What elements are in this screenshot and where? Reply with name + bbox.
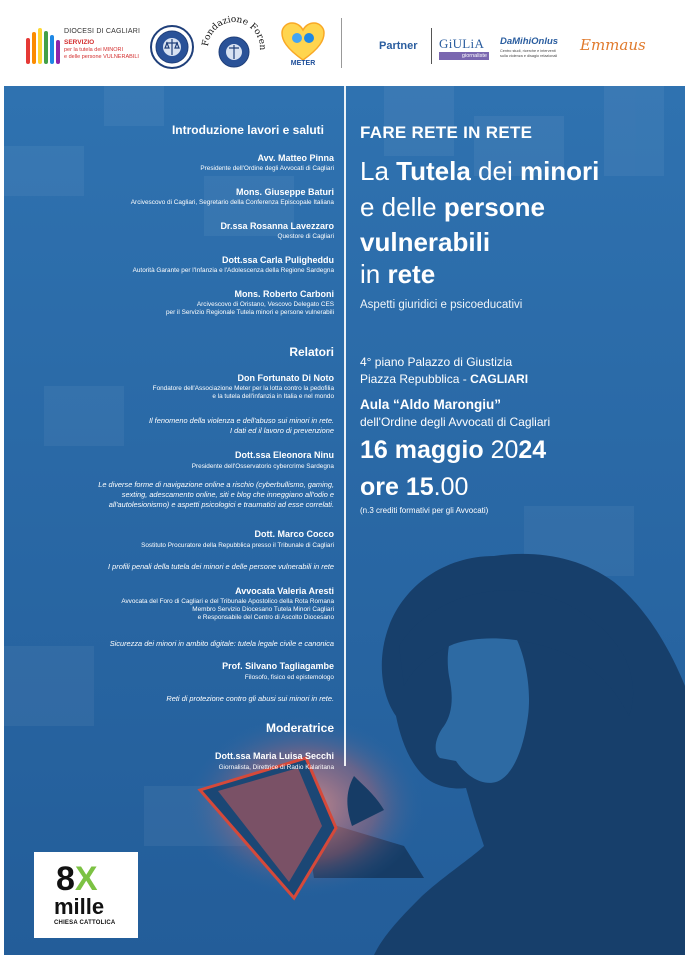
date-day-month: 16 maggio: [360, 436, 491, 464]
moderator-name: Dott.ssa Maria Luisa Secchi: [214, 751, 334, 761]
title-part-bold: vulnerabili: [360, 227, 491, 257]
otto-per-mille-logo: [34, 852, 138, 938]
date-year-end: 24: [518, 436, 547, 464]
otto-chiesa: CHIESA CATTOLICA: [54, 920, 116, 926]
title-part-bold: rete: [387, 259, 436, 289]
intro-role-5: Arcivescovo di Oristano, Vescovo Delegato CES per il Servizio Regionale Tutela minori e persone vulnerabili: [165, 301, 334, 317]
intro-role-3: Questore di Cagliari: [277, 233, 334, 240]
speaker-topic-1: Il fenomeno della violenza e dell'abuso sui minori in rete. I dati ed il lavoro di prevenzione: [148, 416, 334, 435]
venue-line-1: 4° piano Palazzo di Giustizia: [360, 355, 513, 369]
event-credits: (n.3 crediti formativi per gli Avvocati): [360, 506, 489, 515]
intro-name-1: Avv. Matteo Pinna: [257, 153, 334, 163]
giulia-logo: [439, 36, 491, 62]
emmaus-name: Emmaus: [580, 36, 646, 54]
moderator-section-title: Moderatrice: [265, 721, 334, 735]
diocesi-line1: DIOCESI DI CAGLIARI: [64, 28, 141, 35]
diocesi-line4: e delle persone VULNERABILI: [64, 54, 139, 60]
title-part: dei: [470, 156, 520, 186]
partner-label: Partner: [379, 40, 418, 52]
otto-eight: 8: [56, 860, 75, 898]
diocesi-line3: per la tutela dei MINORI: [64, 47, 123, 53]
speaker-name-1: Don Fortunato Di Noto: [237, 373, 334, 383]
title-part: e delle: [360, 192, 444, 222]
meter-heart-icon: [280, 22, 326, 62]
date-year-start: 20: [490, 436, 519, 464]
bar-association-seal: [150, 25, 194, 69]
otto-number: [56, 862, 98, 896]
seal-icon: [150, 25, 194, 69]
emmaus-logo: [580, 34, 650, 60]
event-panel: [4, 86, 685, 955]
partner-divider: [431, 28, 432, 64]
intro-role-1: Presidente dell'Ordine degli Avvocati di Cagliari: [200, 165, 334, 172]
otto-x: X: [74, 860, 98, 898]
time-minutes: .00: [433, 473, 469, 501]
venue-address: Piazza Repubblica -: [360, 372, 471, 386]
speakers-section-title: Relatori: [289, 345, 334, 359]
diocesi-line2: SERVIZIO: [64, 39, 95, 46]
meter-logo: [280, 22, 326, 72]
intro-name-4: Dott.ssa Carla Puligheddu: [221, 255, 334, 265]
event-title-line-3: [360, 227, 490, 257]
speaker-name-2: Dott.ssa Eleonora Ninu: [234, 450, 334, 460]
fondazione-forense-logo: [200, 14, 268, 78]
title-part-bold: minori: [519, 156, 600, 186]
venue-city: CAGLIARI: [470, 372, 529, 386]
event-title-line-2: [360, 192, 545, 222]
speaker-name-4: Avvocata Valeria Aresti: [235, 586, 334, 596]
time-label: ore: [360, 473, 406, 501]
aula-sub: dell'Ordine degli Avvocati di Cagliari: [360, 415, 551, 429]
fondazione-seal-icon: [200, 14, 268, 78]
diocesi-service-logo: [24, 26, 144, 68]
speaker-role-4: Avvocata del Foro di Cagliari e del Tribunale Apostolico della Rota Romana Membro Servizio Diocesano Tutela Minori Cagliari e Responsabile del Centro di Ascolto Diocesano: [121, 598, 334, 622]
svg-text:Fondazione Forense: Fondazione Foren: [200, 14, 268, 51]
title-part: in: [360, 259, 388, 289]
speaker-topic-4: Sicurezza dei minori in ambito digitale: tutela legale civile e canonica: [109, 639, 334, 648]
header-divider: [341, 18, 342, 68]
intro-name-5: Mons. Roberto Carboni: [234, 289, 334, 299]
speaker-role-5: Filosofo, fisico ed epistemologo: [244, 674, 334, 681]
header-bar: [0, 0, 685, 86]
damihi-name: DaMihiOnlus: [500, 36, 559, 47]
time-hour: 15: [405, 473, 434, 501]
intro-name-2: Mons. Giuseppe Baturi: [235, 187, 334, 197]
speaker-topic-2: Le diverse forme di navigazione online a rischio (cyberbullismo, gaming, sexting, adescamento online, siti e blog che inneggiano all'odio e all'autolesionismo) e aspetti psicologici e traumatici ad esse correlati.: [98, 480, 334, 509]
event-subtitle: Aspetti giuridici e psicoeducativi: [360, 299, 523, 311]
speaker-topic-5: Reti di protezione contro gli abusi sui minori in rete.: [166, 694, 334, 703]
damihi-logo: [500, 36, 564, 64]
otto-mille: mille: [54, 894, 105, 919]
venue-line-2: [360, 372, 528, 386]
event-title-line-1: [360, 156, 599, 186]
giulia-sub: giornaliste: [439, 52, 489, 60]
event-time: [360, 473, 468, 502]
event-kicker: FARE RETE IN RETE: [360, 123, 533, 142]
speaker-name-3: Dott. Marco Cocco: [254, 529, 334, 539]
intro-role-2: Arcivescovo di Cagliari, Segretario della Conferenza Episcopale Italiana: [130, 199, 334, 206]
speaker-topic-3: I profili penali della tutela dei minori e delle persone vulnerabili in rete: [108, 562, 334, 571]
aula-name: Aula “Aldo Marongiu”: [360, 397, 501, 412]
title-part-bold: Tutela: [396, 156, 471, 186]
speaker-role-3: Sostituto Procuratore della Repubblica presso il Tribunale di Cagliari: [141, 542, 334, 549]
speaker-name-5: Prof. Silvano Tagliagambe: [222, 661, 334, 671]
title-part-bold: persone: [443, 192, 545, 222]
hands-icon: [24, 26, 62, 66]
speaker-role-2: Presidente dell'Osservatorio cybercrime Sardegna: [191, 463, 334, 470]
column-divider: [344, 86, 346, 766]
meter-label: METER: [290, 60, 316, 67]
moderator-role: Giornalista, Direttrice di Radio Kalaritana: [218, 764, 334, 771]
event-date: [360, 436, 546, 465]
event-title-line-4: [360, 259, 435, 289]
intro-name-3: Dr.ssa Rosanna Lavezzaro: [220, 221, 334, 231]
intro-section-title: Introduzione lavori e saluti: [171, 123, 324, 137]
title-part: La: [360, 156, 397, 186]
speaker-role-1: Fondatore dell'Associazione Meter per la lotta contro la pedofilia e la tutela dell'infanzia in Italia e nel mondo: [152, 385, 334, 401]
giulia-name: GiULiA: [439, 36, 485, 51]
intro-role-4: Autorità Garante per l'Infanzia e l'Adolescenza della Regione Sardegna: [132, 267, 334, 274]
damihi-sub: Centro studi, ricerche e interventi sulla violenza e disagio relazionali: [500, 49, 558, 58]
